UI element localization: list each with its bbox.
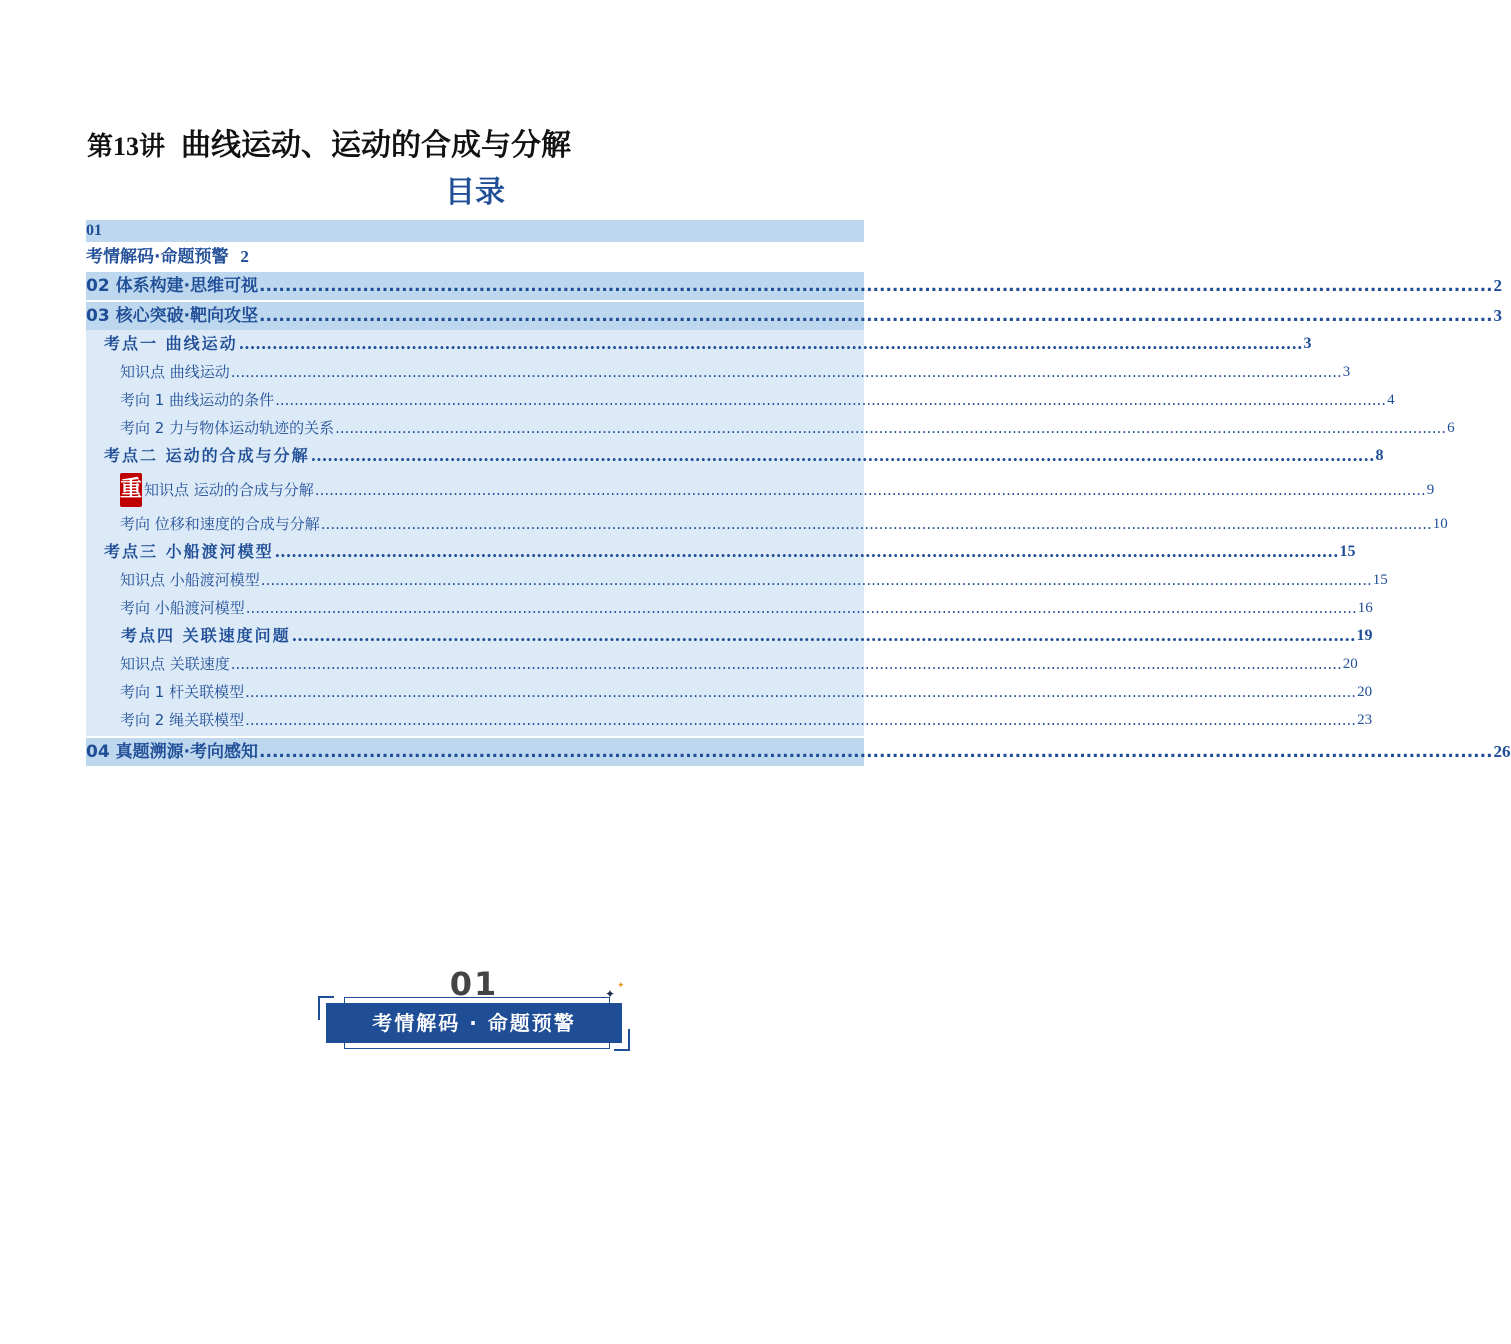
toc-point-4[interactable]: 考点四 关联速度问题 ............................................................................................................................................................................................... 19 [121, 626, 1373, 645]
section-banner [316, 965, 632, 1053]
toc-direction-1-1[interactable]: 考向 1 曲线运动的条件 ......................................................................................................................................................................................................................................... 4 [120, 391, 1395, 409]
toc-heading: 目录 [445, 175, 505, 210]
toc-point-3[interactable]: 考点三 小船渡河模型 ............................................................................................................................................................................................... 15 [104, 542, 1356, 561]
leader-dots: ............................................................................................................................................................................................... [259, 742, 1493, 762]
toc-section-03-panel [86, 330, 1455, 736]
toc-point-2[interactable]: 考点二 运动的合成与分解 ............................................................................................................................................................................................... 8 [104, 446, 1384, 465]
toc-entry-01-number[interactable]: 01 [86, 220, 864, 242]
key-point-badge: 重 [120, 473, 142, 507]
sparkle-icon: ✦ [617, 981, 625, 991]
toc-entry-03[interactable]: 03 核心突破·靶向攻坚 ............................................................................................................................................................................................... 3 [86, 302, 864, 330]
toc-direction-1-2[interactable]: 考向 2 力与物体运动轨迹的关系 ......................................................................................................................................................................................................................................... 6 [120, 419, 1455, 437]
toc-direction-4-1[interactable]: 考向 1 杆关联模型 ......................................................................................................................................................................................................................................... 20 [120, 683, 1373, 701]
lecture-topic: 曲线运动、运动的合成与分解 [181, 128, 572, 163]
toc-knowledge-3[interactable]: 知识点 小船渡河模型 ......................................................................................................................................................................................................................................... 15 [120, 571, 1388, 589]
toc-point-1[interactable]: 考点一 曲线运动 ............................................................................................................................................................................................... 3 [104, 334, 1312, 353]
toc-direction-3[interactable]: 考向 小船渡河模型 ......................................................................................................................................................................................................................................... 16 [120, 599, 1373, 617]
leader-dots: ............................................................................................................................................................................................... [259, 276, 1493, 296]
toc-knowledge-4[interactable]: 知识点 关联速度 ......................................................................................................................................................................................................................................... 20 [120, 655, 1358, 673]
sparkle-icon: ✦ [605, 987, 616, 1001]
section-number: 01 [449, 965, 499, 1003]
section-title: 考情解码 · 命题预警 [326, 1003, 622, 1043]
toc-entry-04[interactable]: 04 真题溯源·考向感知 ............................................................................................................................................................................................... 26 [86, 738, 864, 766]
corner-bracket-decoration [614, 1029, 630, 1051]
frame-decoration [344, 997, 610, 1049]
toc-entry-02[interactable]: 02 体系构建·思维可视 ............................................................................................................................................................................................... 2 [86, 272, 864, 300]
document-title [87, 120, 571, 164]
lecture-number: 第13讲 [87, 132, 166, 161]
leader-dots: ............................................................................................................................................................................................... [259, 306, 1493, 326]
table-of-contents [86, 220, 1511, 766]
toc-direction-4-2[interactable]: 考向 2 绳关联模型 ......................................................................................................................................................................................................................................... 23 [120, 711, 1373, 729]
toc-direction-2[interactable]: 考向 位移和速度的合成与分解 ......................................................................................................................................................................................................................................... 10 [120, 515, 1448, 533]
toc-knowledge-2[interactable]: 重 知识点 运动的合成与分解 ......................................................................................................................................................................................................................................... 9 [86, 470, 864, 510]
toc-knowledge-1[interactable]: 知识点 曲线运动 ......................................................................................................................................................................................................................................... 3 [120, 363, 1351, 381]
toc-entry-01-label[interactable]: 考情解码·命题预警 2 [86, 242, 864, 272]
